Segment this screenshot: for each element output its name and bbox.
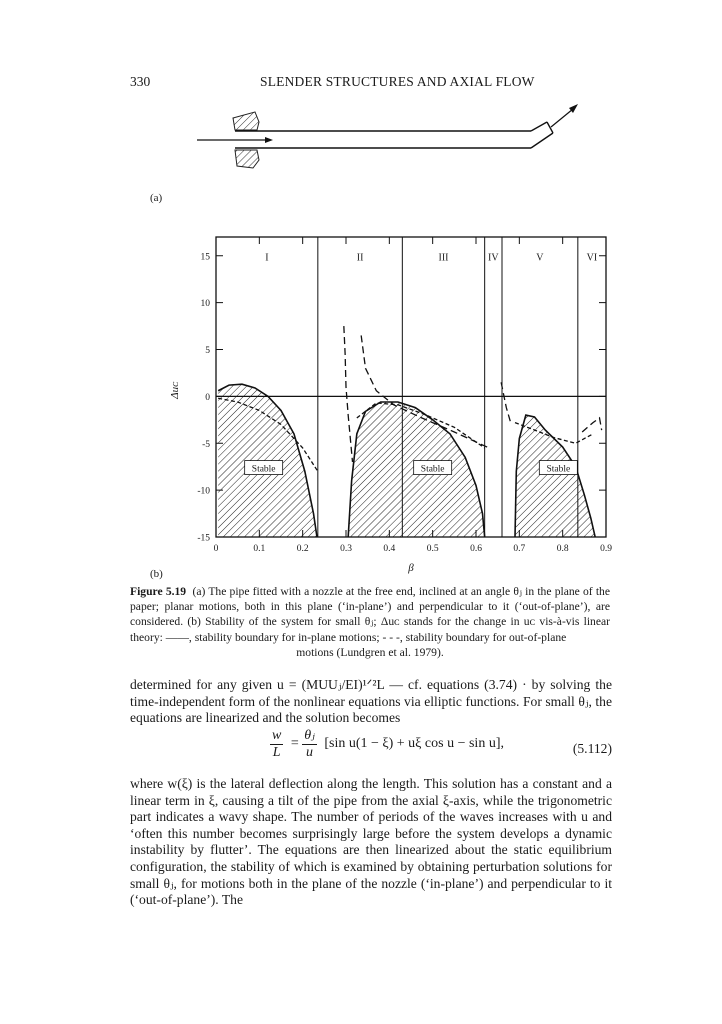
figure-caption xyxy=(130,584,610,660)
equation-number: (5.112) xyxy=(572,741,612,756)
region-label: I xyxy=(265,252,269,264)
y-tick-label: 0 xyxy=(205,392,210,403)
panel-b-label: (b) xyxy=(150,568,163,580)
body-paragraph: determined for any given u = (MUUⱼ/EI)¹ᐟ²L — cf. equations (3.74) · by solving the time-independent form of the nonlinear equations via elliptic functions. For small θⱼ, the equations are linearized and the solution becomes xyxy=(130,677,612,726)
eq-lhs-numerator: w xyxy=(272,727,282,743)
curve-stability-boundary-for-out-of-plane-motions xyxy=(344,326,353,462)
eq-lhs-denominator: L xyxy=(272,744,281,760)
stable-region xyxy=(515,415,595,537)
caption-text: (a) The pipe fitted with a nozzle at the free end, inclined at an angle θⱼ in the plane of the paper; planar motions, both in this plane (‘in-plane’) and perpendicular to it (‘out-of-plane’), are considered. (b) Stability of the system for small θⱼ; Δuᴄ stands for the change in uᴄ vis-à-vis linear theory: ——, stability boundary for in-plane motions; - - -, stability boundary for out-of-plane xyxy=(130,585,610,644)
stability-chart xyxy=(160,225,620,580)
pipe-nozzle-sketch xyxy=(195,100,595,175)
y-axis-label: Δuᴄ xyxy=(169,381,181,399)
clamp-block xyxy=(233,112,259,130)
region-label: VI xyxy=(586,252,598,264)
region-label: II xyxy=(356,252,364,264)
y-tick-label: 10 xyxy=(200,299,210,310)
stable-label: Stable xyxy=(420,464,445,475)
x-tick-label: 0.8 xyxy=(556,544,569,554)
x-tick-label: 0 xyxy=(213,544,219,554)
region-label: V xyxy=(536,252,544,264)
curve-stability-boundary-for-out-of-plane-motions xyxy=(582,418,602,432)
y-tick-label: -10 xyxy=(197,486,210,497)
y-tick-label: 15 xyxy=(200,252,210,263)
eq-coef-numerator: θⱼ xyxy=(304,728,315,743)
nozzle xyxy=(531,122,553,148)
clamp-block xyxy=(235,150,259,168)
x-tick-label: 0.9 xyxy=(600,544,612,554)
stable-label: Stable xyxy=(546,464,571,475)
page-number: 330 xyxy=(130,74,151,89)
x-tick-label: 0.1 xyxy=(253,544,266,554)
x-axis-label: β xyxy=(408,562,414,574)
x-tick-label: 0.4 xyxy=(383,544,396,554)
curve-stability-boundary-for-out-of-plane-motions xyxy=(501,382,511,422)
eq-equals: = xyxy=(290,736,299,752)
equation-body xyxy=(270,727,504,761)
panel-a-label: (a) xyxy=(150,192,163,204)
x-tick-label: 0.3 xyxy=(340,544,352,554)
region-label: III xyxy=(438,252,449,264)
inflow-arrowhead xyxy=(265,137,273,143)
eq-coef-denominator: u xyxy=(306,745,314,760)
eq-rhs: [sin u(1 − ξ) + uξ cos u − sin u], xyxy=(324,736,504,752)
region-label: IV xyxy=(488,252,499,264)
running-title: SLENDER STRUCTURES AND AXIAL FLOW xyxy=(260,74,535,89)
jet-arrow xyxy=(551,109,573,127)
equation-5-112 xyxy=(130,727,612,771)
x-tick-label: 0.7 xyxy=(513,544,526,554)
body-paragraph: where w(ξ) is the lateral deflection along the length. This solution has a constant and a linear term in ξ, causing a tilt of the pipe from the axial ξ-axis, while the trigonometric part indicates a wavy shape. The number of periods of the waves increases with u and ‘often this number becomes surprisingly large before the system develops a dynamic instability by flutter’. The equations are then linearized about the static equilibrium configuration, the stability of which is examined by obtaining perturbation solutions for small θⱼ, for motions both in the plane of the nozzle (‘in-plane’) and perpendicular to it (‘out-of-plane’). The xyxy=(130,776,612,908)
stable-label: Stable xyxy=(251,464,276,475)
y-tick-label: 5 xyxy=(205,346,210,356)
x-tick-label: 0.5 xyxy=(426,544,439,554)
figure-label: Figure 5.19 xyxy=(130,585,187,598)
y-tick-label: -15 xyxy=(197,533,210,544)
x-tick-label: 0.6 xyxy=(470,544,482,554)
y-tick-label: -5 xyxy=(202,439,210,450)
caption-last-line: motions (Lundgren et al. 1979). xyxy=(296,645,444,659)
x-tick-label: 0.2 xyxy=(296,544,309,554)
